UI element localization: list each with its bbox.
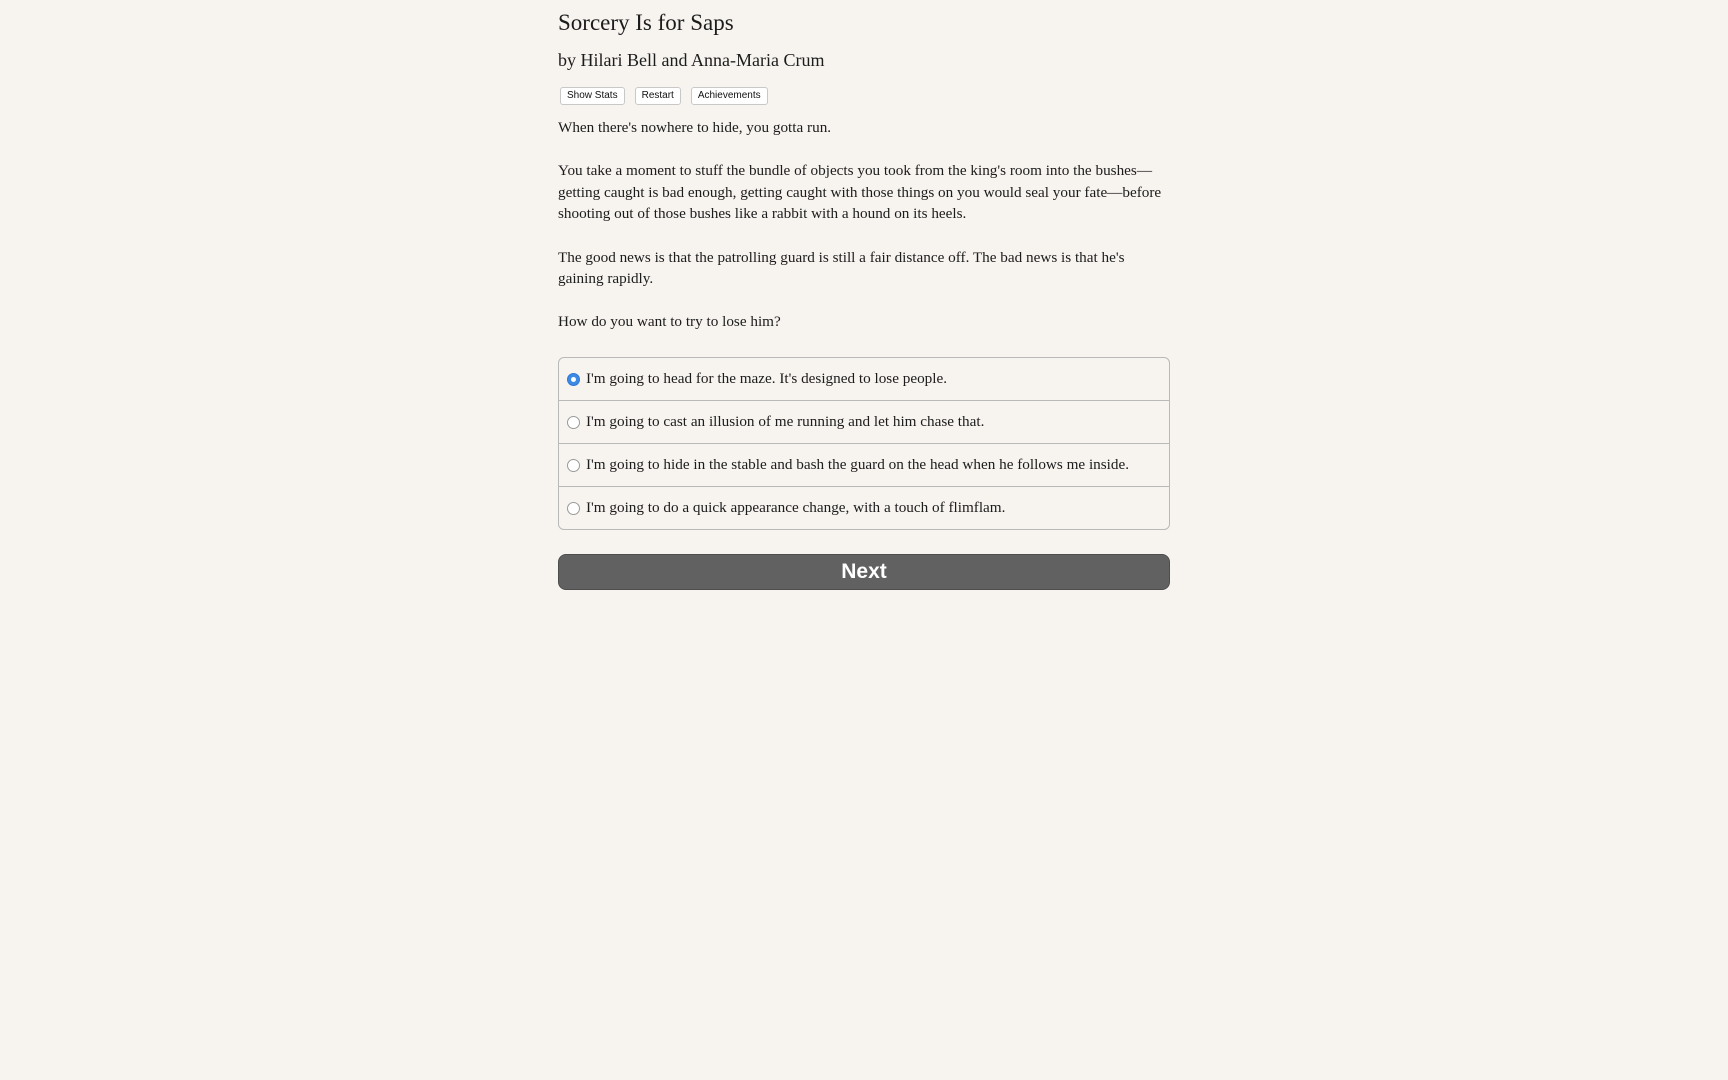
show-stats-button[interactable]: Show Stats bbox=[560, 87, 625, 105]
choice-label: I'm going to head for the maze. It's designed to lose people. bbox=[586, 370, 948, 387]
story-paragraph: You take a moment to stuff the bundle of objects you took from the king's room into the bushes—getting caught is bad enough, getting caught with those things on you would seal your fate—before shooting out of those bushes like a rabbit with a hound on its heels. bbox=[558, 162, 1162, 223]
choice-label: I'm going to hide in the stable and bash the guard on the head when he follows me inside. bbox=[586, 456, 1130, 473]
radio-selected-icon[interactable] bbox=[567, 373, 580, 386]
choice-list bbox=[558, 357, 1170, 530]
game-title: Sorcery Is for Saps bbox=[558, 10, 734, 35]
story-question: How do you want to try to lose him? bbox=[558, 313, 781, 331]
choice-option[interactable] bbox=[559, 444, 1169, 487]
choice-option[interactable] bbox=[559, 401, 1169, 444]
choice-option[interactable] bbox=[559, 487, 1169, 529]
restart-button[interactable]: Restart bbox=[635, 87, 681, 105]
next-button[interactable]: Next bbox=[558, 554, 1170, 590]
radio-icon[interactable] bbox=[567, 416, 580, 429]
radio-icon[interactable] bbox=[567, 459, 580, 472]
radio-icon[interactable] bbox=[567, 502, 580, 515]
story-text bbox=[558, 117, 1170, 355]
choice-label: I'm going to cast an illusion of me running and let him chase that. bbox=[586, 413, 985, 430]
story-paragraph: The good news is that the patrolling guard is still a fair distance off. The bad news is that he's gaining rapidly. bbox=[558, 248, 1125, 288]
toolbar bbox=[560, 87, 768, 105]
choice-label: I'm going to do a quick appearance change, with a touch of flimflam. bbox=[586, 499, 1006, 516]
story-paragraph: When there's nowhere to hide, you gotta run. bbox=[558, 119, 832, 136]
achievements-button[interactable]: Achievements bbox=[691, 87, 768, 105]
game-author: by Hilari Bell and Anna-Maria Crum bbox=[558, 50, 825, 70]
choice-option[interactable] bbox=[559, 358, 1169, 401]
